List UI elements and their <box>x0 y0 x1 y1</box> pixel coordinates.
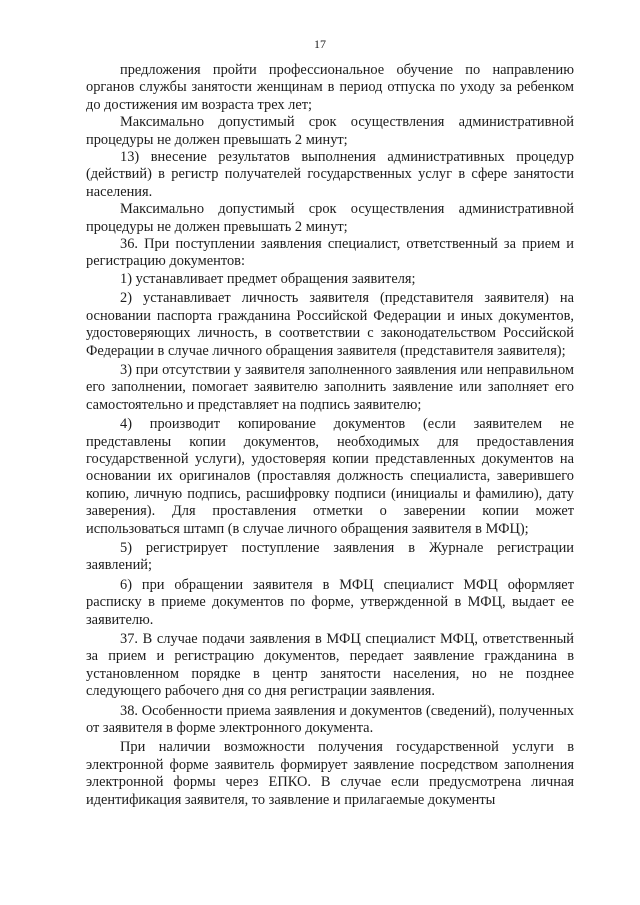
paragraph-clause-36: 36. При поступлении заявления специалист, ответственный за прием и регистрацию документов: <box>86 236 574 270</box>
paragraph-item-5: 5) регистрирует поступление заявления в Журнале регистрации заявлений; <box>86 539 574 574</box>
paragraph-electronic-form: При наличии возможности получения государственной услуги в электронной форме заявитель формирует заявление посредством заполнения электронной формы через ЕПКО. В случае если предусмотрена личная идентификация заявителя, то заявление и прилагаемые документы <box>86 739 574 808</box>
paragraph-item-2: 2) устанавливает личность заявителя (представителя заявителя) на основании паспорта гражданина Российской Федерации и иных документов, удостоверяющих личность, в соответствии с законодательством Российской Федерации в случае личного обращения заявителя (представителя заявителя); <box>86 290 574 359</box>
page-number: 17 <box>314 37 326 51</box>
paragraph-item-3: 3) при отсутствии у заявителя заполненного заявления или неправильном его заполнении, помогает заявителю заполнить заявление или заполняет его самостоятельно и представляет на подпись заявителю; <box>86 361 574 413</box>
paragraph-item-4: 4) производит копирование документов (если заявителем не представлены копии документов, необходимых для предоставления государственной услуги), удостоверяя копии представленных документов на основании их оригиналов (проставляя должность специалиста, заверившего копию, личную подпись, расшифровку подписи (инициалы и фамилию), дату заверения). Для проставления отметки о заверении копии может использоваться штамп (в случае личного обращения заявителя в МФЦ); <box>86 416 574 537</box>
paragraph-max-time-2: Максимально допустимый срок осуществления административной процедуры не должен превышать 2 минут; <box>86 201 574 235</box>
paragraph-item-1: 1) устанавливает предмет обращения заявителя; <box>120 270 416 287</box>
paragraph-continuation: предложения пройти профессиональное обучение по направлению органов службы занятости женщинам в период отпуска по уходу за ребенком до достижения им возраста трех лет; <box>86 62 574 113</box>
paragraph-max-time-1: Максимально допустимый срок осуществления административной процедуры не должен превышать 2 минут; <box>86 114 574 148</box>
paragraph-clause-37: 37. В случае подачи заявления в МФЦ специалист МФЦ, ответственный за прием и регистрацию документов, передает заявление гражданина в установленном порядке в центр занятости населения, но не позднее следующего рабочего дня со дня регистрации заявления. <box>86 631 574 700</box>
paragraph-item-13: 13) внесение результатов выполнения административных процедур (действий) в регистр получателей государственных услуг в сфере занятости населения. <box>86 149 574 200</box>
paragraph-item-6: 6) при обращении заявителя в МФЦ специалист МФЦ оформляет расписку в приеме документов по форме, утвержденной в МФЦ, выдает ее заявителю. <box>86 576 574 628</box>
document-body <box>86 62 574 809</box>
paragraph-clause-38: 38. Особенности приема заявления и документов (сведений), полученных от заявителя в форме электронного документа. <box>86 702 574 737</box>
